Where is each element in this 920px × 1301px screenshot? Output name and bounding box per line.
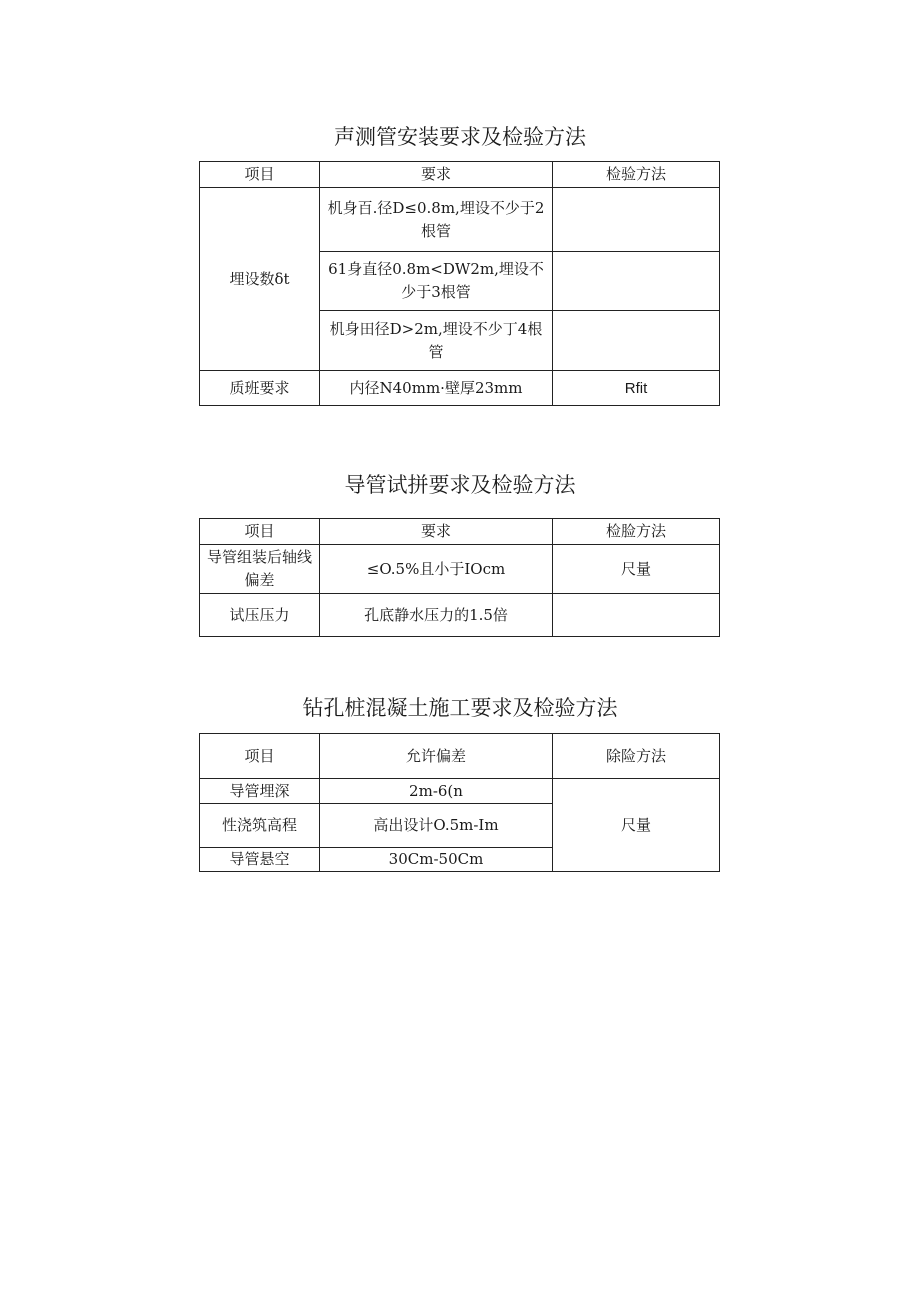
conduit-test-table (199, 518, 720, 637)
tolerance-cell: 30Cm-50Cm (320, 848, 553, 872)
method-cell: 尺量 (553, 545, 720, 594)
header-requirement: 要求 (320, 519, 553, 545)
method-cell (553, 252, 720, 311)
table-row (200, 594, 720, 637)
tolerance-cell: 2m-6(n (320, 779, 553, 804)
table-header-row (200, 162, 720, 188)
item-cell: 质班要求 (200, 371, 320, 406)
item-cell: 导管组装后轴线偏差 (200, 545, 320, 594)
header-requirement: 要求 (320, 162, 553, 188)
concrete-construction-table (199, 733, 720, 872)
table2-title: 导管试拼要求及检验方法 (344, 473, 576, 497)
requirement-cell: 机身田径D>2m,埋设不少丁4根管 (320, 311, 553, 371)
header-method: 检脸方法 (553, 519, 720, 545)
requirement-cell: 61身直径0.8m<DW2m,埋设不少于3根管 (320, 252, 553, 311)
header-item: 项目 (200, 519, 320, 545)
item-cell: 试压压力 (200, 594, 320, 637)
sonic-pipe-table (199, 161, 720, 406)
requirement-cell: ≤O.5%且小于IOcm (320, 545, 553, 594)
tolerance-cell: 高出设计O.5m-Im (320, 804, 553, 848)
item-cell: 导管埋深 (200, 779, 320, 804)
header-tolerance: 允许偏差 (320, 734, 553, 779)
method-cell (553, 311, 720, 371)
table-header-row (200, 734, 720, 779)
header-method: 除险方法 (553, 734, 720, 779)
table-row (200, 371, 720, 406)
header-method: 检验方法 (553, 162, 720, 188)
table-header-row (200, 519, 720, 545)
item-cell: 性浇筑高程 (200, 804, 320, 848)
table-row (200, 188, 720, 252)
requirement-cell: 孔底静水压力的1.5倍 (320, 594, 553, 637)
method-cell: Rfit (553, 371, 720, 406)
item-cell: 导管悬空 (200, 848, 320, 872)
table-row (200, 545, 720, 594)
group-label-cell: 埋设数δt (200, 188, 320, 371)
header-item: 项目 (200, 162, 320, 188)
method-cell (553, 188, 720, 252)
method-cell: 尺量 (553, 779, 720, 872)
requirement-cell: 机身百.径D≤0.8m,埋设不少于2根管 (320, 188, 553, 252)
table-row (200, 779, 720, 804)
table3-title: 钻孔桩混凝土施工要求及检验方法 (302, 696, 618, 720)
requirement-cell: 内径N40mm·壁厚23mm (320, 371, 553, 406)
method-cell (553, 594, 720, 637)
table1-title: 声测管安装要求及检验方法 (334, 125, 586, 149)
header-item: 项目 (200, 734, 320, 779)
